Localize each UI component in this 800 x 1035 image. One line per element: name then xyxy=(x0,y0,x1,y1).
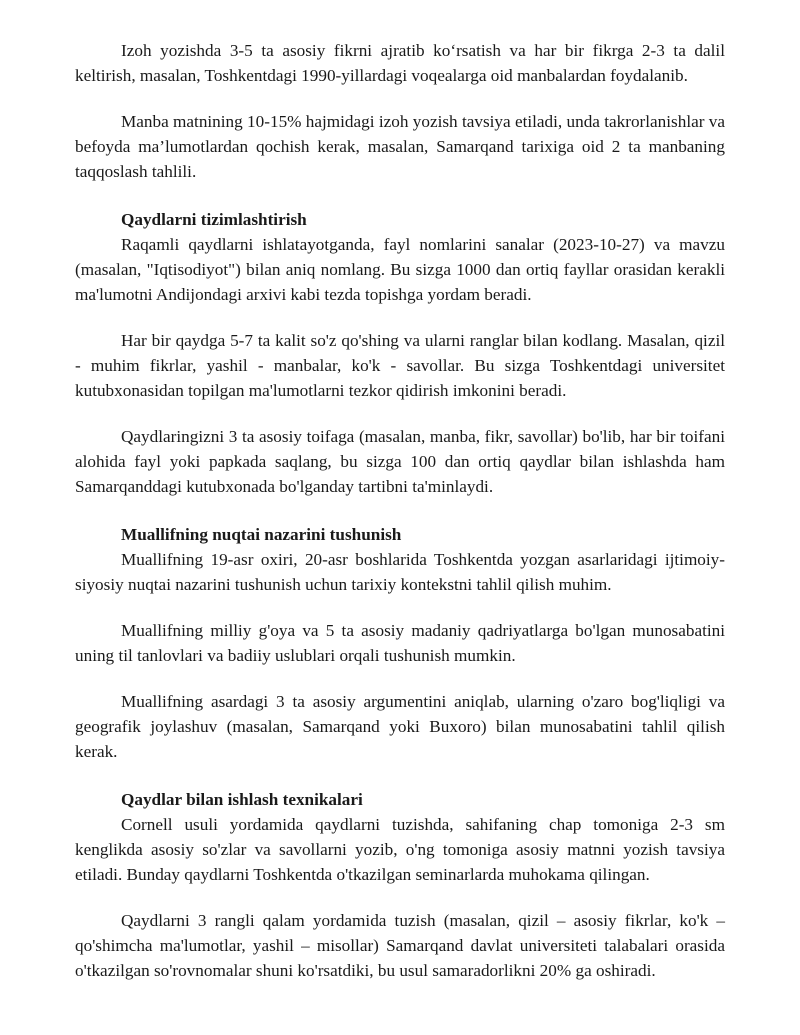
section-heading: Muallifning nuqtai nazarini tushunish xyxy=(121,525,402,544)
section-paragraph: Muallifning asardagi 3 ta asosiy argumentini aniqlab, ularning o'zaro bog'liqligi va geografik joylashuv (masalan, Samarqand yoki Buxoro) bilan munosabatini tahlil qilish kerak. xyxy=(75,692,725,761)
section-author-viewpoint xyxy=(75,522,725,764)
intro-paragraph-2: Manba matnining 10-15% hajmidagi izoh yozish tavsiya etiladi, unda takrorlanishlar va befoyda ma’lumotlardan qochish kerak, masalan, Samarqand tarixiga oid 2 ta manbaning taqqoslash tahlili. xyxy=(75,112,725,181)
section-paragraph: Muallifning milliy g'oya va 5 ta asosiy madaniy qadriyatlarga bo'lgan munosabatini uning til tanlovlari va badiiy uslublari orqali tushunish mumkin. xyxy=(75,621,725,665)
section-paragraph: Har bir qaydga 5-7 ta kalit so'z qo'shing va ularni ranglar bilan kodlang. Masalan, qizil - muhim fikrlar, yashil - manbalar, ko'k - savollar. Bu sizga Toshkentdagi universitet kutubxonasidan topilgan ma'lumotlarni tezkor qidirish imkonini beradi. xyxy=(75,331,725,400)
section-paragraph: Cornell usuli yordamida qaydlarni tuzishda, sahifaning chap tomoniga 2-3 sm kenglikda asosiy so'zlar va savollarni yozib, o'ng tomoniga asosiy matnni yozish tavsiya etiladi. Bunday qaydlarni Toshkentda o'tkazilgan seminarlarda muhokama qilingan. xyxy=(75,815,725,884)
section-paragraph: Muallifning 19-asr oxiri, 20-asr boshlarida Toshkentda yozgan asarlaridagi ijtimoiy-siyosiy nuqtai nazarini tushunish uchun tarixiy kontekstni tahlil qilish muhim. xyxy=(75,550,725,594)
section-heading: Qaydlarni tizimlashtirish xyxy=(121,210,307,229)
section-paragraph: Raqamli qaydlarni ishlatayotganda, fayl nomlarini sanalar (2023-10-27) va mavzu (masalan, "Iqtisodiyot") bilan aniq nomlang. Bu sizga 1000 dan ortiq fayllar orasidan kerakli ma'lumotni Andijondagi arxivi kabi tezda topishga yordam beradi. xyxy=(75,235,725,304)
section-note-techniques xyxy=(75,787,725,983)
intro-paragraph-1: Izoh yozishda 3-5 ta asosiy fikrni ajratib ko‘rsatish va har bir fikrga 2-3 ta dalil keltirish, masalan, Toshkentdagi 1990-yillardagi voqealarga oid manbalardan foydalanib. xyxy=(75,41,725,85)
section-paragraph: Qaydlaringizni 3 ta asosiy toifaga (masalan, manba, fikr, savollar) bo'lib, har bir toifani alohida fayl yoki papkada saqlang, bu sizga 100 dan ortiq qaydlar bilan ishlashda ham Samarqanddagi kutubxonada bo'lganday tartibni ta'minlaydi. xyxy=(75,427,725,496)
section-note-organization xyxy=(75,207,725,499)
section-heading: Qaydlar bilan ishlash texnikalari xyxy=(121,790,363,809)
section-paragraph: Qaydlarni 3 rangli qalam yordamida tuzish (masalan, qizil – asosiy fikrlar, ko'k – qo'shimcha ma'lumotlar, yashil – misollar) Samarqand davlat universiteti talabalari orasida o'tkazilgan so'rovnomalar shuni ko'rsatdiki, bu usul samaradorlikni 20% ga oshiradi. xyxy=(75,911,725,980)
document-page xyxy=(75,38,725,983)
